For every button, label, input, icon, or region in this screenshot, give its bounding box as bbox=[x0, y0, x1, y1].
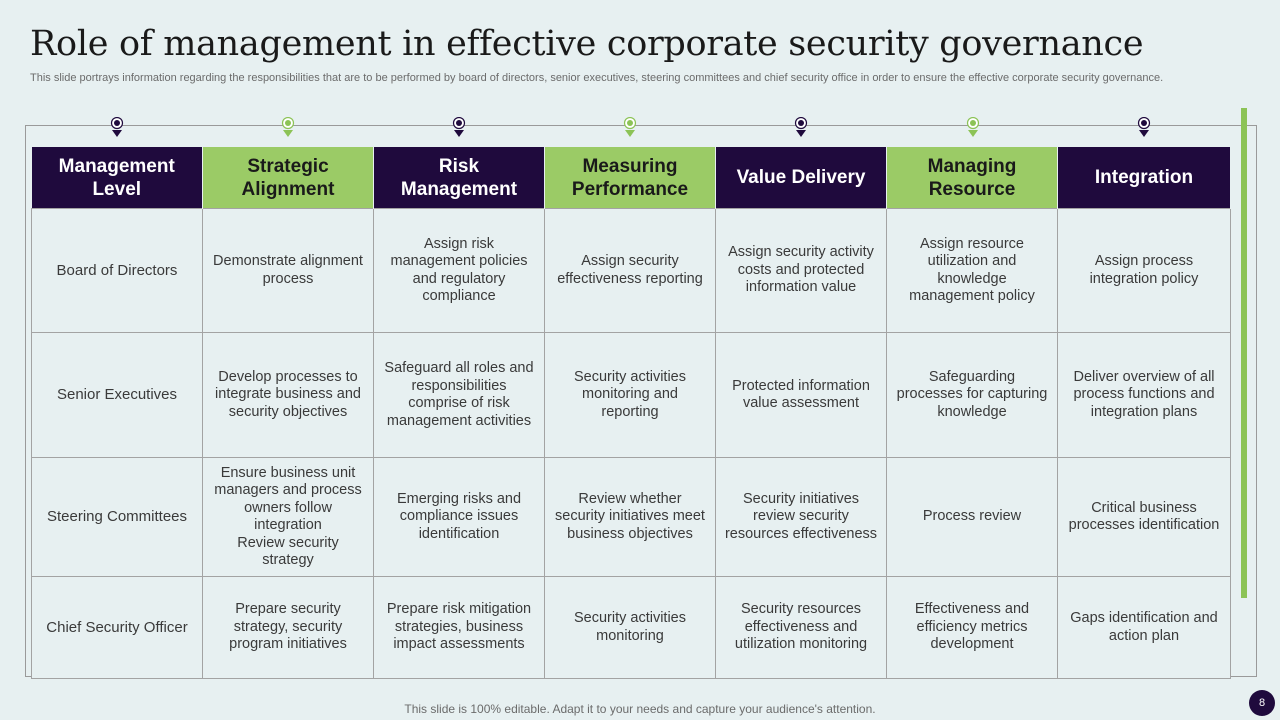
page-number-badge: 8 bbox=[1249, 690, 1275, 716]
table-cell: Assign process integration policy bbox=[1058, 209, 1231, 333]
table-cell: Ensure business unit managers and process owners follow integration Review security strategy bbox=[203, 458, 374, 577]
header-row bbox=[32, 147, 1231, 209]
table-cell: Develop processes to integrate business and security objectives bbox=[203, 333, 374, 458]
header-strategic-alignment: Strategic Alignment bbox=[203, 147, 374, 209]
table-cell: Security activities monitoring and reporting bbox=[545, 333, 716, 458]
table-cell: Critical business processes identification bbox=[1058, 458, 1231, 577]
map-pin-icon bbox=[622, 117, 638, 139]
table-cell: Assign security activity costs and protected information value bbox=[716, 209, 887, 333]
table-row bbox=[32, 209, 1231, 333]
table-cell: Protected information value assessment bbox=[716, 333, 887, 458]
table-cell: Assign risk management policies and regulatory compliance bbox=[374, 209, 545, 333]
table-cell: Security resources effectiveness and utilization monitoring bbox=[716, 577, 887, 679]
table-cell: Emerging risks and compliance issues identification bbox=[374, 458, 545, 577]
table-row bbox=[32, 333, 1231, 458]
header-measuring-performance: Measuring Performance bbox=[545, 147, 716, 209]
row-label: Board of Directors bbox=[32, 209, 203, 333]
table-cell: Demonstrate alignment process bbox=[203, 209, 374, 333]
accent-rail bbox=[1241, 108, 1247, 598]
map-pin-icon bbox=[965, 117, 981, 139]
map-pin-icon bbox=[109, 117, 125, 139]
table-cell: Prepare security strategy, security program initiatives bbox=[203, 577, 374, 679]
table-row bbox=[32, 577, 1231, 679]
header-integration: Integration bbox=[1058, 147, 1231, 209]
slide-subtitle: This slide portrays information regarding the responsibilities that are to be performed by board of directors, senior executives, steering committees and chief security office in order to ensure the effective corporate security governance. bbox=[30, 72, 1164, 84]
footer-note: This slide is 100% editable. Adapt it to your needs and capture your audience's attention. bbox=[404, 702, 876, 716]
table-cell: Deliver overview of all process functions and integration plans bbox=[1058, 333, 1231, 458]
header-value-delivery: Value Delivery bbox=[716, 147, 887, 209]
header-managing-resource: Managing Resource bbox=[887, 147, 1058, 209]
row-label: Senior Executives bbox=[32, 333, 203, 458]
table-cell: Assign resource utilization and knowledge management policy bbox=[887, 209, 1058, 333]
map-pin-icon bbox=[451, 117, 467, 139]
table-cell: Assign security effectiveness reporting bbox=[545, 209, 716, 333]
table-cell: Safeguarding processes for capturing knowledge bbox=[887, 333, 1058, 458]
table-cell: Security initiatives review security resources effectiveness bbox=[716, 458, 887, 577]
map-pin-icon bbox=[793, 117, 809, 139]
map-pin-icon bbox=[1136, 117, 1152, 139]
table-cell: Prepare risk mitigation strategies, business impact assessments bbox=[374, 577, 545, 679]
governance-table bbox=[31, 147, 1231, 679]
header-risk-management: Risk Management bbox=[374, 147, 545, 209]
table-cell: Effectiveness and efficiency metrics development bbox=[887, 577, 1058, 679]
row-label: Chief Security Officer bbox=[32, 577, 203, 679]
table-cell: Safeguard all roles and responsibilities comprise of risk management activities bbox=[374, 333, 545, 458]
row-label: Steering Committees bbox=[32, 458, 203, 577]
table-cell: Gaps identification and action plan bbox=[1058, 577, 1231, 679]
table-row bbox=[32, 458, 1231, 577]
map-pin-icon bbox=[280, 117, 296, 139]
table-cell: Review whether security initiatives meet business objectives bbox=[545, 458, 716, 577]
table-cell: Security activities monitoring bbox=[545, 577, 716, 679]
header-management-level: Management Level bbox=[32, 147, 203, 209]
slide-title: Role of management in effective corporate security governance bbox=[30, 24, 1144, 64]
table-cell: Process review bbox=[887, 458, 1058, 577]
